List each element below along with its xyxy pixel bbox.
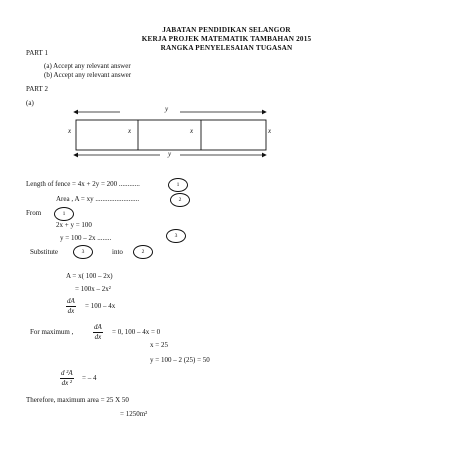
- header-line-2: KERJA PROJEK MATEMATIK TAMBAHAN 2015: [141, 35, 312, 43]
- diagram-top-label: y: [165, 105, 169, 113]
- part1-item-b: (b) Accept any relevant answer: [44, 71, 132, 79]
- circle-marker-3: 3: [166, 229, 186, 243]
- fence-length-line: Length of fence = 4x + 2y = 200 ............: [26, 180, 140, 188]
- diagram-left-x: x: [68, 127, 72, 135]
- maximum-condition: = 0, 100 – 4x = 0: [112, 328, 161, 336]
- circle-marker-2: 2: [170, 193, 190, 207]
- equation-1: 2x + y = 100: [56, 221, 92, 229]
- final-result: = 1250m²: [120, 410, 148, 418]
- circle-marker-1b: 1: [54, 207, 74, 221]
- area-expression-1: A = x( 100 – 2x): [66, 272, 113, 280]
- derivative-result: = 100 – 4x: [85, 302, 116, 310]
- for-maximum-label: For maximum ,: [30, 328, 74, 336]
- header-line-3: RANGKA PENYELESAIAN TUGASAN: [160, 44, 293, 52]
- into-label: into: [112, 248, 123, 256]
- circle-marker-1: 1: [168, 178, 188, 192]
- second-derivative-numerator: d ²A: [61, 369, 73, 377]
- header-line-1: JABATAN PENDIDIKAN SELANGOR: [162, 26, 291, 34]
- diagram-right-x: x: [268, 127, 272, 135]
- circle-marker-2b: 2: [133, 245, 153, 259]
- x-value: x = 25: [150, 341, 168, 349]
- part1-title: PART 1: [26, 49, 48, 57]
- derivative-fraction: [66, 298, 76, 315]
- second-derivative-denominator: dx ²: [61, 379, 73, 387]
- therefore-line: Therefore, maximum area = 25 X 50: [26, 396, 129, 404]
- derivative-denominator: dx: [67, 307, 75, 315]
- y-value: y = 100 – 2 (25) = 50: [150, 356, 210, 364]
- diagram-inner-x-2: x: [190, 127, 194, 135]
- fence-diagram: [60, 100, 280, 170]
- equation-2: y = 100 – 2x ........: [60, 234, 112, 242]
- substitute-label: Substitute: [30, 248, 59, 256]
- second-derivative-fraction: [60, 370, 74, 387]
- derivative-numerator-2: dA: [94, 323, 102, 331]
- part1-item-a: (a) Accept any relevant answer: [44, 62, 131, 70]
- derivative-denominator-2: dx: [94, 333, 102, 341]
- area-line: Area , A = xy .........................: [56, 195, 140, 203]
- fence-rectangle: [76, 120, 266, 150]
- part2-sub-a: (a): [26, 99, 34, 107]
- derivative-fraction-2: [93, 324, 103, 341]
- from-label: From: [26, 209, 42, 217]
- area-expression-2: = 100x – 2x²: [75, 285, 111, 293]
- second-derivative-result: = – 4: [82, 374, 97, 382]
- diagram-inner-x-1: x: [128, 127, 132, 135]
- derivative-numerator: dA: [67, 297, 75, 305]
- circle-marker-3b: 3: [73, 245, 93, 259]
- diagram-bottom-label: y: [168, 150, 172, 158]
- part2-title: PART 2: [26, 85, 48, 93]
